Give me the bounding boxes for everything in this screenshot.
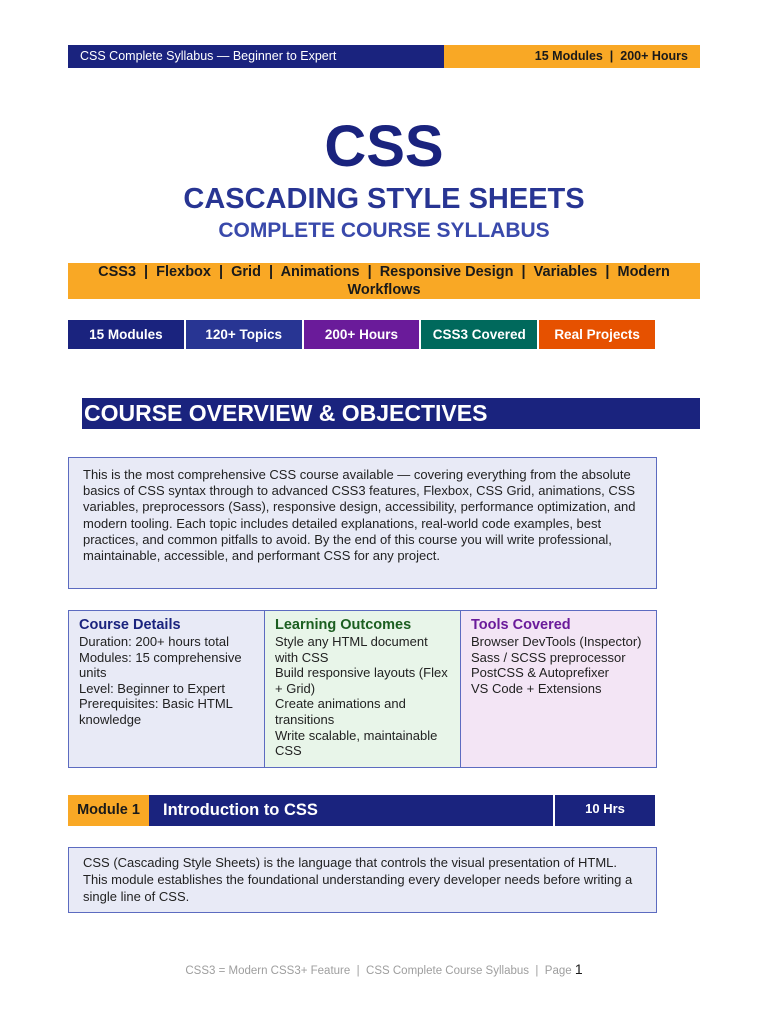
course-details-title: Course Details <box>79 617 181 633</box>
list-item: Create animations and transitions <box>275 696 406 727</box>
list-item: Prerequisites: Basic HTML knowledge <box>79 696 233 727</box>
list-item: Duration: 200+ hours total <box>79 634 229 649</box>
header-summary: 15 Modules | 200+ Hours <box>444 45 700 68</box>
list-item: Style any HTML document with CSS <box>275 634 428 665</box>
stats-bar <box>68 320 655 349</box>
list-item: Sass / SCSS preprocessor <box>471 649 626 665</box>
page-number: 1 <box>574 961 583 977</box>
header-bar <box>68 45 700 68</box>
module-hours: 10 Hrs <box>555 795 655 826</box>
module-header <box>68 795 655 826</box>
page-title: CSS <box>324 114 444 179</box>
stat-css3: CSS3 Covered <box>421 320 537 349</box>
list-item: Write scalable, maintainable CSS <box>275 727 438 759</box>
page-footer <box>0 960 768 980</box>
stat-modules: 15 Modules <box>68 320 184 349</box>
page-subtitle-secondary: COMPLETE COURSE SYLLABUS <box>218 219 550 242</box>
tools-covered-column <box>460 611 656 767</box>
course-details-column <box>69 611 264 767</box>
list-item: Browser DevTools (Inspector) <box>471 634 642 649</box>
page-subtitle: CASCADING STYLE SHEETS <box>183 183 585 215</box>
stat-hours: 200+ Hours <box>304 320 420 349</box>
list-item: Build responsive layouts (Flex + Grid) <box>275 665 448 696</box>
footer-text: CSS3 = Modern CSS3+ Feature | CSS Complete Course Syllabus | Page <box>185 965 575 977</box>
stat-topics: 120+ Topics <box>186 320 302 349</box>
module-title: Introduction to CSS <box>149 795 553 826</box>
overview-text: This is the most comprehensive CSS course available — covering everything from the absolute basics of CSS syntax through to advanced CSS3 features, Flexbox, CSS Grid, animations, CSS variables, preprocessors (Sass), responsive design, accessibility, performance optimization, and modern tooling. Each topic includes detailed explanations, real-world code examples, best practices, and common pitfalls to avoid. By the end of this course you will write professional, maintainable, accessible, and performant CSS for any project. <box>68 457 657 589</box>
module-number: Module 1 <box>68 795 149 826</box>
info-columns <box>68 610 657 768</box>
list-item: Level: Beginner to Expert <box>79 680 225 696</box>
list-item: PostCSS & Autoprefixer <box>471 665 610 681</box>
module-description: CSS (Cascading Style Sheets) is the language that controls the visual presentation of HTML. This module establishes the foundational understanding every developer needs before writing a single line of CSS. <box>68 847 657 913</box>
section-heading: COURSE OVERVIEW & OBJECTIVES <box>82 398 700 429</box>
list-item: VS Code + Extensions <box>471 680 602 696</box>
learning-outcomes-column <box>264 611 460 767</box>
learning-outcomes-title: Learning Outcomes <box>275 617 412 633</box>
tools-covered-title: Tools Covered <box>471 617 571 633</box>
list-item: Modules: 15 comprehensive units <box>79 649 242 681</box>
stat-projects: Real Projects <box>539 320 655 349</box>
header-title: CSS Complete Syllabus — Beginner to Expert <box>68 45 444 68</box>
topics-banner: CSS3 | Flexbox | Grid | Animations | Responsive Design | Variables | Modern Workflows <box>68 263 700 299</box>
